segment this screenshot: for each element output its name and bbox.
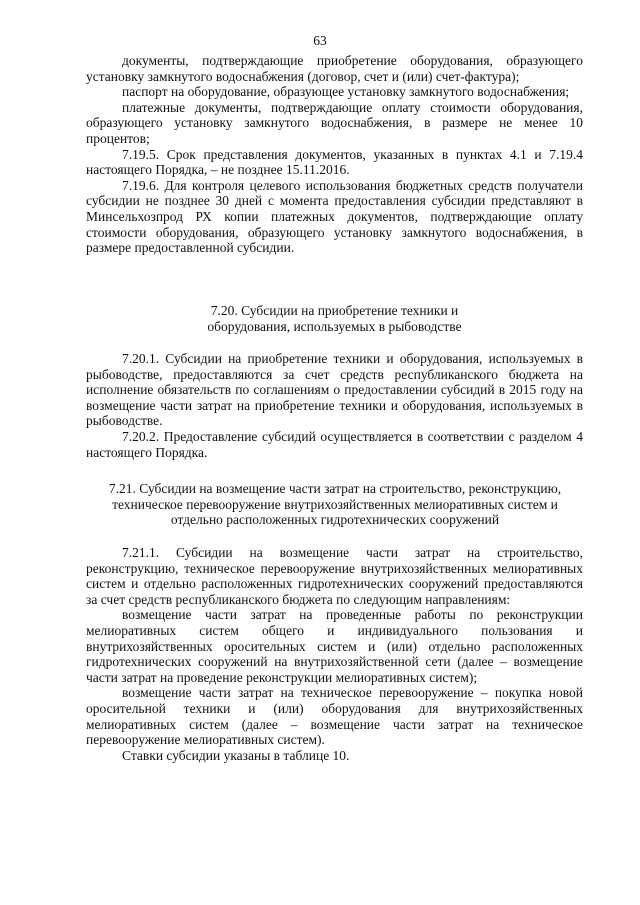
heading-line: техническое перевооружение внутрихозяйственных мелиоративных систем и [112,496,558,512]
section-7-20-text [86,351,583,460]
heading-line: 7.21. Субсидии на возмещение части затрат на строительство, реконструкцию, [108,481,562,496]
section-7-21-text [86,545,583,763]
paragraph: возмещение части затрат на проведенные работы по реконструкции мелиоративных систем общего и индивидуального пользования и внутрихозяйственных оросительных систем и (или) отдельно расположенных гидротехнических сооружений на внутрихозяйственной сети (далее – возмещение части затрат на проведение реконструкции мелиоративных систем); [86,607,583,685]
page-number: 63 [313,33,327,48]
paragraph: 7.20.2. Предоставление субсидий осуществляется в соответствии с разделом 4 настоящего Порядка. [86,428,583,460]
heading-line: 7.20. Субсидии на приобретение техники и [210,303,459,318]
paragraph: 7.19.6. Для контроля целевого использования бюджетных средств получатели субсидии не позднее 30 дней с момента предоставления субсидии представляют в Минсельхозпрод РХ копии платежных документов, подтверждающие оплату стоимости оборудования, образующего установку замкнутого водоснабжения, в размере предоставленной субсидии. [86,177,583,256]
paragraph: 7.21.1. Субсидии на возмещение части затрат на строительство, реконструкцию, техническое перевооружение внутрихозяйственных мелиоративных систем и отдельно расположенных гидротехнических сооружений предоставляются за счет средств республиканского бюджета по следующим направлениям: [86,545,583,607]
paragraph: паспорт на оборудование, образующее установку замкнутого водоснабжения; [122,84,570,100]
heading-7-20 [86,303,583,334]
paragraph: возмещение части затрат на техническое перевооружение – покупка новой оросительной техники и (или) оборудования для внутрихозяйственных мелиоративных систем (далее – возмещение части затрат на техническое перевооружение мелиоративных систем). [86,685,583,748]
heading-line: отдельно расположенных гидротехнических сооружений [170,512,500,528]
paragraph: платежные документы, подтверждающие оплату стоимости оборудования, образующего установку замкнутого водоснабжения, в размере не менее 10 процентов; [86,99,583,146]
paragraph: Ставки субсидии указаны в таблице 10. [122,747,350,763]
heading-7-21 [80,481,590,528]
paragraph: 7.20.1. Субсидии на приобретение техники и оборудования, используемых в рыбоводстве, предоставляются за счет средств республиканского бюджета на исполнение обязательств по соглашениям о предоставлении субсидий в 2015 году на возмещение части затрат на приобретение техники и оборудования, используемых в рыбоводстве. [86,351,583,429]
paragraph: документы, подтверждающие приобретение оборудования, образующего установку замкнутого водоснабжения (договор, счет и (или) счет-фактура); [86,53,583,84]
paragraph: 7.19.5. Срок представления документов, указанных в пунктах 4.1 и 7.19.4 настоящего Порядка, – не позднее 15.11.2016. [86,146,583,178]
section-7-19-text [86,53,583,256]
heading-line: оборудования, используемых в рыбоводстве [207,318,462,334]
